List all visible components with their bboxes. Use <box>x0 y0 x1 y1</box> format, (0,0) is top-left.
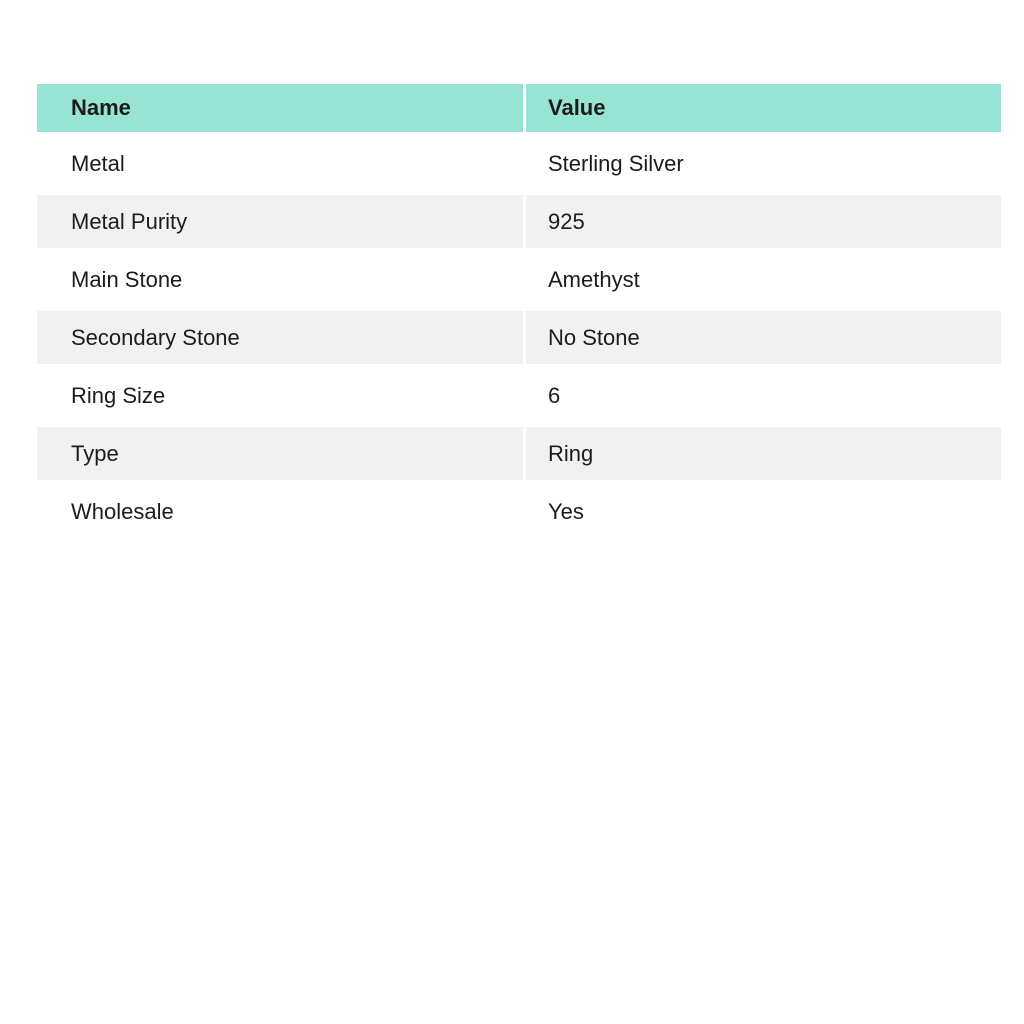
attribute-name-cell: Wholesale <box>37 485 526 543</box>
attribute-name-cell: Metal Purity <box>37 195 526 253</box>
table-row <box>37 311 1001 369</box>
column-header-name: Name <box>37 84 526 137</box>
column-header-value: Value <box>526 84 1001 137</box>
attribute-value-cell: Ring <box>526 427 1001 485</box>
attribute-value-cell: Yes <box>526 485 1001 543</box>
attribute-name-cell: Type <box>37 427 526 485</box>
attribute-name-cell: Ring Size <box>37 369 526 427</box>
attribute-value-cell: No Stone <box>526 311 1001 369</box>
table-row <box>37 137 1001 195</box>
table-row <box>37 253 1001 311</box>
table-row <box>37 195 1001 253</box>
attribute-name-cell: Main Stone <box>37 253 526 311</box>
attribute-value-cell: Sterling Silver <box>526 137 1001 195</box>
table-row <box>37 427 1001 485</box>
table-row <box>37 369 1001 427</box>
table-row <box>37 485 1001 543</box>
product-spec-table <box>37 84 1001 543</box>
attribute-value-cell: Amethyst <box>526 253 1001 311</box>
attribute-value-cell: 6 <box>526 369 1001 427</box>
table-header-row <box>37 84 1001 137</box>
attribute-name-cell: Metal <box>37 137 526 195</box>
attribute-value-cell: 925 <box>526 195 1001 253</box>
attribute-name-cell: Secondary Stone <box>37 311 526 369</box>
